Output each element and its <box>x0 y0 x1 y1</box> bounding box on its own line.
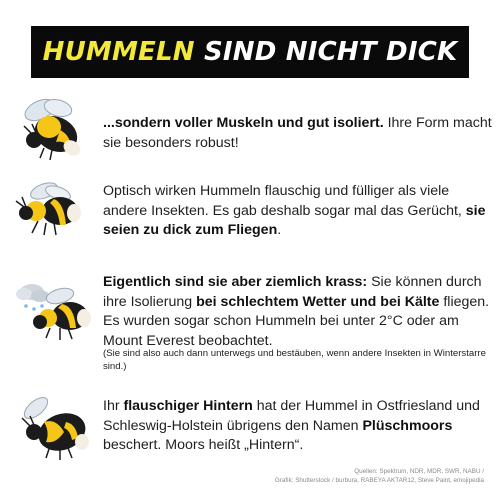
credits-sources: Quellen: Spektrum, NDR, MDR, SWR, NABU / <box>354 468 484 475</box>
body-text: Ihre Form macht sie besonders robust! <box>103 115 492 151</box>
title-banner <box>31 26 469 78</box>
section-2-text <box>103 182 493 241</box>
bumblebee-flying-icon <box>18 96 90 162</box>
section-1-text <box>103 114 493 153</box>
highlight-text: ...sondern voller Muskeln und gut isoliert. <box>103 115 384 131</box>
highlight-text: Plüschmoors <box>362 417 453 434</box>
body-text: beschert. Moors heißt „Hintern“. <box>103 437 304 453</box>
section-4-text <box>103 397 493 456</box>
credits <box>264 467 484 485</box>
bumblebee-side-icon <box>14 181 86 237</box>
title-rest: SIND NICHT DICK <box>194 37 458 67</box>
bumblebee-rear-icon <box>16 392 90 462</box>
body-text: Optisch wirken Hummeln flauschig und fülliger als viele andere Insekten. Es gab deshalb sogar mal das Gerücht, <box>103 183 466 219</box>
credits-graphics: Grafik: Shutterstock / burbura, RABEYA AKTAR12, Steve Paint, emojipedia <box>274 477 484 484</box>
highlight-text: sie seien zu dick zum Fliegen <box>103 202 486 238</box>
highlight-text: bei schlechtem Wetter und bei Kälte <box>196 293 440 310</box>
body-text: . <box>277 222 282 238</box>
section-3-text <box>103 273 493 351</box>
highlight-text: flauschiger Hintern <box>123 398 253 414</box>
section-3-footnote: (Sie sind also auch dann unterwegs und bestäuben, wenn andere Insekten in Winterstarre sind.) <box>103 348 486 372</box>
body-text: Sie können durch ihre Isolierung <box>103 274 482 310</box>
highlight-text: Eigentlich sind sie aber ziemlich krass: <box>103 274 368 290</box>
page-title <box>43 37 458 67</box>
body-text: hat der Hummel in Ostfriesland und Schleswig-Holstein übrigens den Namen <box>103 398 480 434</box>
body-text: Ihr <box>103 398 124 414</box>
title-accent: HUMMELN <box>42 37 195 67</box>
bumblebee-snow-cloud-icon <box>14 276 94 342</box>
body-text: fliegen. Es wurden sogar schon Hummeln bei unter 2°C oder am Mount Everest beobachtet. <box>103 293 490 349</box>
